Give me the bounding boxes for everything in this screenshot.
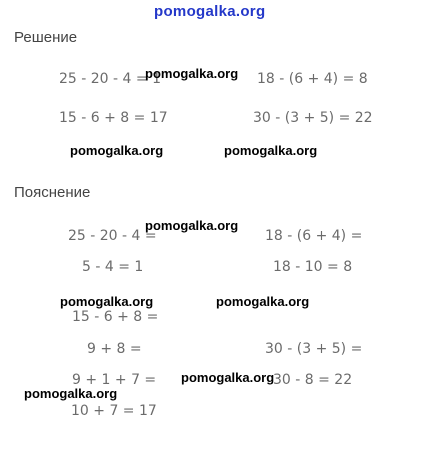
explanation-step: 9 + 1 + 7 = xyxy=(72,372,157,388)
watermark: pomogalka.org xyxy=(60,294,154,309)
explanation-step: 25 - 20 - 4 = xyxy=(68,228,157,244)
explanation-step: 15 - 6 + 8 = xyxy=(72,309,159,325)
explanation-step: 30 - (3 + 5) = xyxy=(265,341,363,357)
explanation-step: 10 + 7 = 17 xyxy=(71,403,157,419)
watermark: pomogalka.org xyxy=(70,143,164,158)
watermark: pomogalka.org xyxy=(145,66,239,81)
top-watermark: pomogalka.org xyxy=(154,3,266,20)
explanation-step: 5 - 4 = 1 xyxy=(82,259,144,275)
solution-heading: Решение xyxy=(14,29,78,46)
explanation-step: 18 - (6 + 4) = xyxy=(265,228,363,244)
watermark: pomogalka.org xyxy=(216,294,310,309)
solution-equation: 30 - (3 + 5) = 22 xyxy=(253,110,373,126)
explanation-step: 18 - 10 = 8 xyxy=(273,259,353,275)
watermark: pomogalka.org xyxy=(24,386,118,401)
solution-equation: 18 - (6 + 4) = 8 xyxy=(257,71,368,87)
explanation-step: 30 - 8 = 22 xyxy=(273,372,353,388)
watermark: pomogalka.org xyxy=(224,143,318,158)
watermark: pomogalka.org xyxy=(145,218,239,233)
explanation-heading: Пояснение xyxy=(14,184,91,201)
explanation-step: 9 + 8 = xyxy=(87,341,142,357)
solution-equation: 15 - 6 + 8 = 17 xyxy=(59,110,168,126)
solution-equation: 25 - 20 - 4 = 1 xyxy=(59,71,161,87)
watermark: pomogalka.org xyxy=(181,370,275,385)
